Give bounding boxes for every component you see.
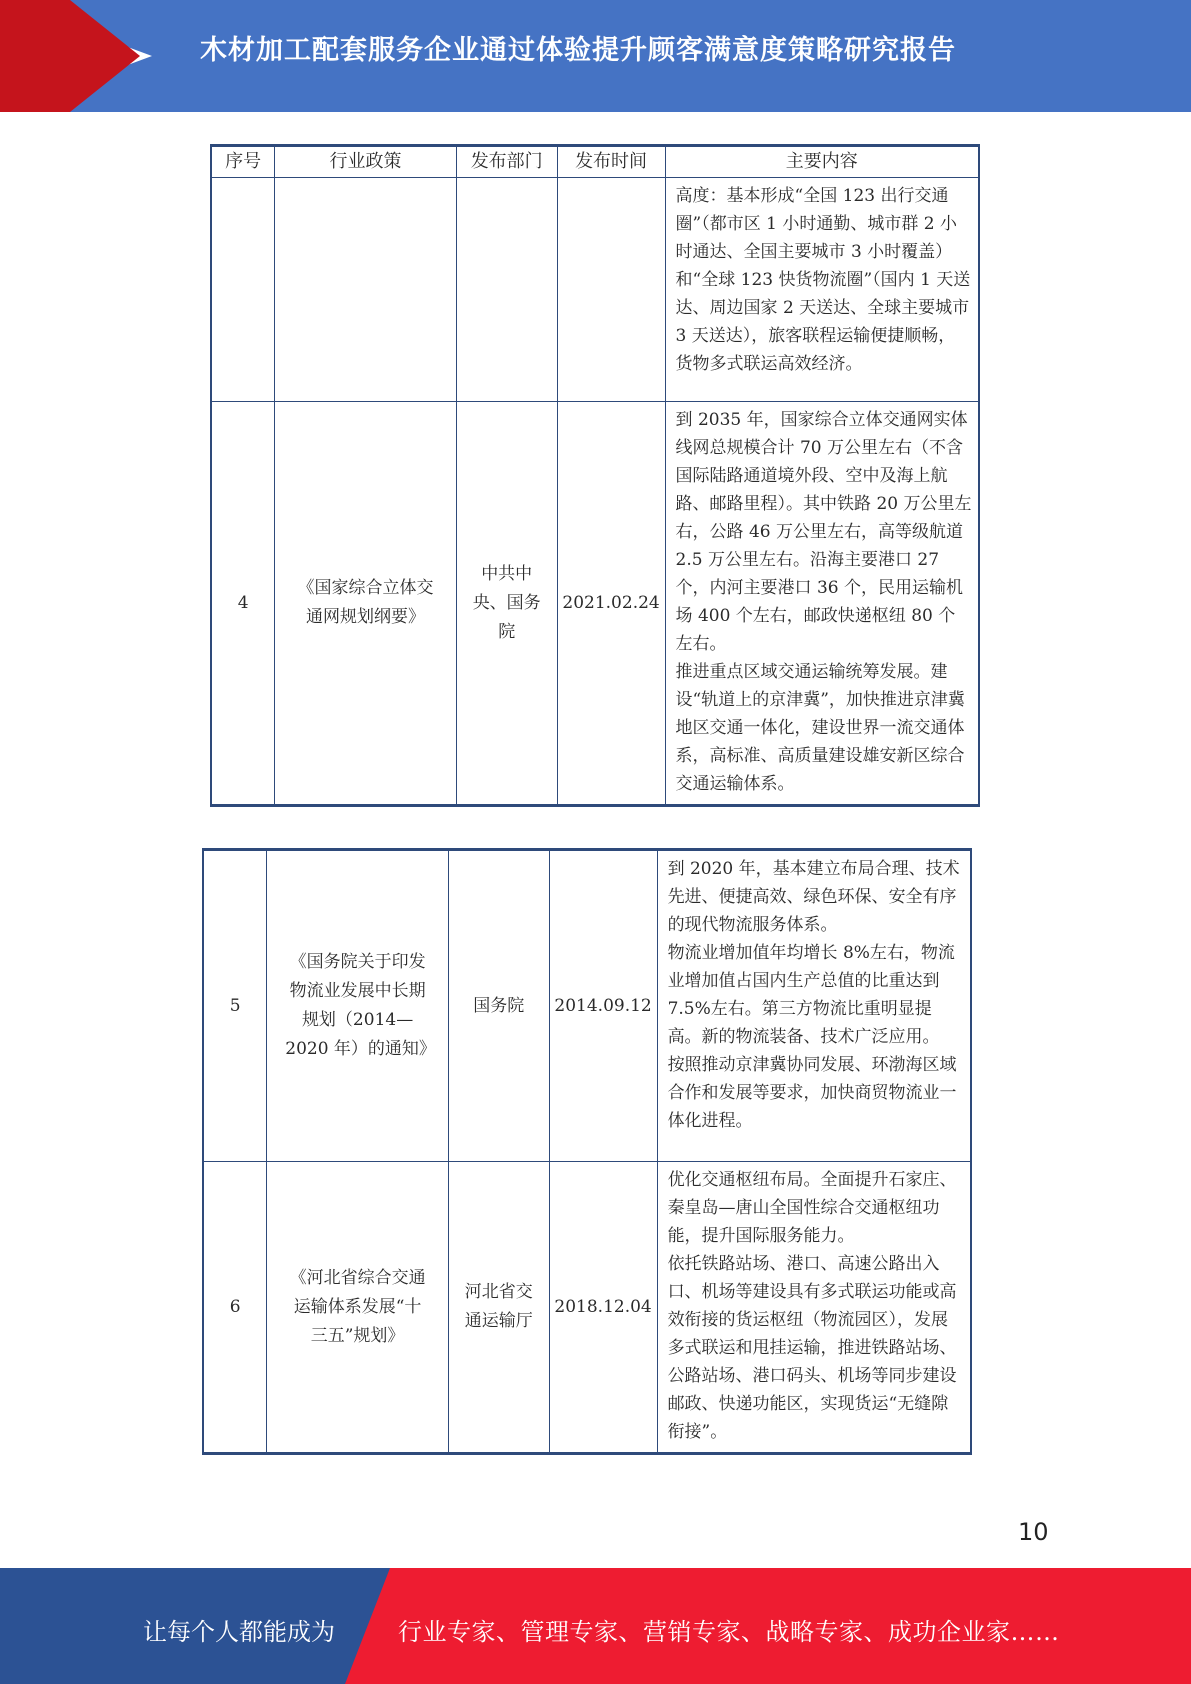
footer-slogan-right: 行业专家、管理专家、营销专家、战略专家、成功企业家…… xyxy=(398,1618,1060,1646)
content-paragraph: 到 2035 年，国家综合立体交通网实体线网总规模合计 70 万公里左右（不含国际陆路通道境外段、空中及海上航路、邮路里程）。其中铁路 20 万公里左右，公路 46 万公里左右，高等级航道 2.5 万公里左右。沿海主要港口 27 个，内河主要港口 36 个，民用运输机场 400 个左右，邮政快递枢纽 80 个左右。 xyxy=(675,410,972,654)
table-row xyxy=(211,402,979,806)
cell-content xyxy=(665,178,979,402)
content-paragraph: 优化交通枢纽布局。全面提升石家庄、秦皇岛—唐山全国性综合交通枢纽功能，提升国际服务能力。 xyxy=(667,1170,957,1246)
policy-table-continued xyxy=(210,144,980,807)
cell-content xyxy=(657,850,971,1162)
cell-date: 2014.09.12 xyxy=(549,850,657,1162)
table-row xyxy=(211,178,979,402)
cell-no: 4 xyxy=(211,402,275,806)
cell-no xyxy=(211,178,275,402)
header-no: 序号 xyxy=(211,146,275,178)
table-row xyxy=(203,850,971,1162)
cell-content xyxy=(665,402,979,806)
cell-date: 2018.12.04 xyxy=(549,1162,657,1454)
cell-dept: 中共中央、国务院 xyxy=(456,402,557,806)
content-paragraph: 按照推动京津冀协同发展、环渤海区域合作和发展等要求，加快商贸物流业一体化进程。 xyxy=(667,1055,957,1131)
table-row xyxy=(203,1162,971,1454)
header-date: 发布时间 xyxy=(557,146,665,178)
content-paragraph: 高度：基本形成“全国 123 出行交通圈”（都市区 1 小时通勤、城市群 2 小时通达、全国主要城市 3 小时覆盖）和“全球 123 快货物流圈”（国内 1 天送达、周边国家 2 天送达、全球主要城市 3 天送达），旅客联程运输便捷顺畅，货物多式联运高效经济。 xyxy=(675,186,971,374)
cell-policy: 《国家综合立体交通网规划纲要》 xyxy=(275,402,457,806)
cell-content xyxy=(657,1162,971,1454)
footer-slogan-left: 让每个人都能成为 xyxy=(143,1618,335,1646)
content-paragraph: 推进重点区域交通运输统筹发展。建设“轨道上的京津冀”，加快推进京津冀地区交通一体化，建设世界一流交通体系，高标准、高质量建设雄安新区综合交通运输体系。 xyxy=(675,662,965,794)
cell-dept xyxy=(456,178,557,402)
cell-no: 5 xyxy=(203,850,267,1162)
content-paragraph: 到 2020 年，基本建立布局合理、技术先进、便捷高效、绿色环保、安全有序的现代物流服务体系。 xyxy=(667,859,960,935)
cell-date: 2021.02.24 xyxy=(557,402,665,806)
cell-date xyxy=(557,178,665,402)
cell-dept: 国务院 xyxy=(448,850,549,1162)
cell-no: 6 xyxy=(203,1162,267,1454)
cell-dept: 河北省交通运输厅 xyxy=(448,1162,549,1454)
report-title: 木材加工配套服务企业通过体验提升顾客满意度策略研究报告 xyxy=(200,35,956,66)
page-header xyxy=(0,0,1191,112)
policy-table-continued-2 xyxy=(202,848,972,1455)
content-paragraph: 依托铁路站场、港口、高速公路出入口、机场等建设具有多式联运功能或高效衔接的货运枢纽（物流园区），发展多式联运和甩挂运输，推进铁路站场、公路站场、港口码头、机场等同步建设邮政、快递功能区，实现货运“无缝隙衔接”。 xyxy=(667,1254,957,1442)
table-header-row xyxy=(211,146,979,178)
header-policy: 行业政策 xyxy=(275,146,457,178)
header-dept: 发布部门 xyxy=(456,146,557,178)
cell-policy: 《国务院关于印发物流业发展中长期规划（2014—2020 年）的通知》 xyxy=(267,850,449,1162)
content-paragraph: 物流业增加值年均增长 8%左右，物流业增加值占国内生产总值的比重达到 7.5%左右。第三方物流比重明显提高。新的物流装备、技术广泛应用。 xyxy=(667,943,955,1047)
header-content: 主要内容 xyxy=(665,146,979,178)
page-footer xyxy=(0,1568,1191,1684)
cell-policy: 《河北省综合交通运输体系发展“十三五”规划》 xyxy=(267,1162,449,1454)
page-number: 10 xyxy=(1018,1518,1049,1546)
cell-policy xyxy=(275,178,457,402)
